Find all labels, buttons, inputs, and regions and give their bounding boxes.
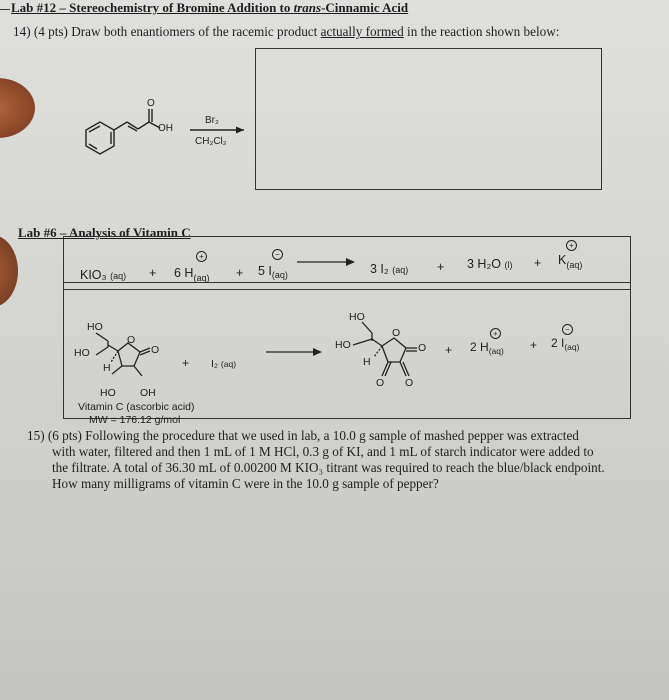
vitc-ho-top: HO [87,321,103,333]
kio3-state: (aq) [110,271,127,281]
cinnamic-o-label: O [147,98,155,109]
title-suffix: -Cinnamic Acid [321,0,409,15]
iodide-product [551,336,579,350]
vitc-ho-left: HO [74,347,90,359]
q14-suffix: in the reaction shown below: [403,24,560,39]
vitc-mw: MW = 176.12 g/mol [89,414,181,426]
q15-line-3: the filtrate. A total of 36.30 mL of 0.00200 M KIO₃ titrant was required to reach the blue/black endpoint. [52,460,605,475]
kio3-formula: KIO₃ [80,268,107,282]
vitc-h: H [103,362,111,374]
h-prod: 2 H [470,340,489,354]
reagent-ch2cl2: CH₂Cl₂ [195,136,227,147]
vitc-carbonyl-o: O [151,344,160,356]
i2-reactant: I₂ [211,358,218,370]
i2-reactant-state: (aq) [220,359,237,369]
h2o-formula: 3 H₂O [467,257,502,271]
plus-sign-2: + [236,266,244,280]
dha-keto-o-left: O [376,377,385,389]
q15-line-1: 15) (6 pts) Following the procedure that we used in lab, a 10.0 g sample of mashed pepper was extracted [27,428,579,443]
plus-sign-4: + [534,256,542,270]
h-prod-charge: + [490,328,501,339]
i-charge: − [272,249,283,260]
h-coef: 6 H [174,266,194,280]
title-prefix: Lab #12 – Stereochemistry of Bromine Addition to [11,0,294,15]
i-state: (aq) [271,270,288,280]
i-prod-charge: − [562,324,573,335]
iodine-reactant [211,358,236,370]
i2-state: (aq) [392,265,409,275]
h2o-state: (l) [504,260,513,270]
i2-coef: 3 I₂ [370,262,389,276]
hydrogen-product [470,340,504,354]
k-charge: + [566,240,577,251]
h-charge: + [196,251,207,262]
vitc-oh-bottom: OH [140,387,156,399]
i-coef: 5 I [258,264,272,278]
vitc-ho-bottom: HO [100,387,116,399]
q14-prefix: 14) (4 pts) Draw both enantiomers of the racemic product [13,24,321,39]
dha-keto-o-right: O [405,377,414,389]
q15-line-4: How many milligrams of vitamin C were in the 10.0 g sample of pepper? [52,476,439,491]
vitc-ring-o: O [127,334,136,346]
k-symbol: K [558,253,567,267]
dha-ring-o: O [392,327,401,339]
title-italic: trans [293,0,322,15]
dha-carbonyl-o: O [418,342,427,354]
cinnamic-oh-label: OH [158,123,173,134]
lab6-title: Lab #6 – Analysis of Vitamin C [18,225,191,240]
i-prod-state: (aq) [564,342,580,352]
h-prod-state: (aq) [488,346,504,356]
dha-h: H [363,356,371,368]
question-15 [27,428,667,492]
h-state: (aq) [193,273,210,283]
plus-sign-prod-2: + [530,338,538,352]
q14-underlined: actually formed [320,24,404,39]
k-state: (aq) [566,260,583,270]
dha-ho-left: HO [335,339,351,351]
plus-sign-3: + [437,260,445,274]
plus-sign-prod-1: + [445,343,453,357]
reagent-br2: Br₂ [205,115,219,126]
plus-sign-rxn: + [182,356,190,370]
plus-sign-1: + [149,266,157,280]
vitc-name: Vitamin C (ascorbic acid) [78,401,195,413]
q15-line-2: with water, filtered and then 1 mL of 1 M HCl, 0.3 g of KI, and 1 mL of starch indicator were added to [52,444,594,459]
i-prod: 2 I [551,336,565,350]
dha-ho-top: HO [349,311,365,323]
